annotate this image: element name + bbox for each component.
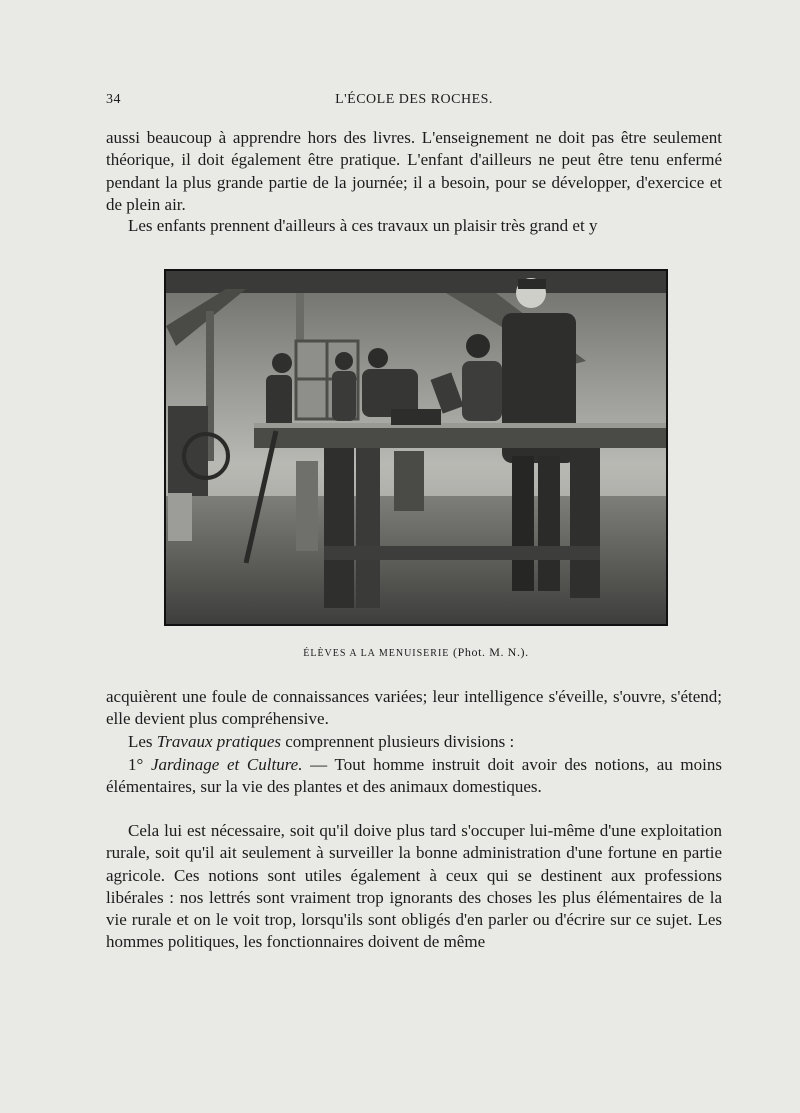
- paragraph-6: Cela lui est nécessaire, soit qu'il doive plus tard s'occuper lui-même d'une exploitation rurale, soit qu'il ait seulement à surveiller la bonne administration d'une fortune en partie agricole. Ces notions sont utiles également à ceux qui se destinent aux professions libérales : nos lettrés sont vraiment trop ignorants des choses les plus élémentaires de la vie rurale et on le voit trop, lorsqu'ils sont obligés d'en parler ou d'écrire sur ce sujet. Les hommes politiques, les fonctionnaires doivent de même: [106, 821, 722, 952]
- paragraph-4: [106, 731, 722, 753]
- page-number: 34: [106, 92, 121, 107]
- paragraph-4-start: Les: [128, 732, 157, 751]
- running-title: L'ÉCOLE DES ROCHES.: [335, 92, 493, 107]
- photo-illustration: [166, 271, 666, 624]
- caption-title: ÉLÈVES A LA MENUISERIE: [303, 648, 450, 659]
- photo-caption: [164, 645, 668, 660]
- paragraph-3: acquièrent une foule de connaissances variées; leur intelligence s'éveille, s'ouvre, s'étend; elle devient plus compréhensive.: [106, 687, 722, 729]
- paragraph-5-body: — Tout homme instruit doit avoir des notions, au moins élémentaires, sur la vie des plantes et des animaux domestiques.: [106, 755, 722, 797]
- paragraph-5: [106, 754, 722, 799]
- caption-credit: (Phot. M. N.).: [449, 645, 529, 659]
- section-number: 1°: [128, 755, 151, 774]
- page-header: [106, 92, 722, 112]
- section-heading: Jardinage et Culture.: [150, 755, 303, 774]
- paragraph-4-end: comprennent plusieurs divisions :: [281, 732, 515, 751]
- paragraph-1: aussi beaucoup à apprendre hors des livres. L'enseignement ne doit pas être seulement théorique, il doit également être pratique. L'enfant d'ailleurs ne peut être tenu enfermé pendant la plus grande partie de la journée; il a besoin, pour se développer, d'exercice et de plein air.: [106, 128, 722, 214]
- workshop-photograph: [164, 269, 668, 626]
- travaux-pratiques-term: Travaux pratiques: [156, 732, 281, 751]
- paragraph-2: Les enfants prennent d'ailleurs à ces travaux un plaisir très grand et y: [128, 216, 598, 235]
